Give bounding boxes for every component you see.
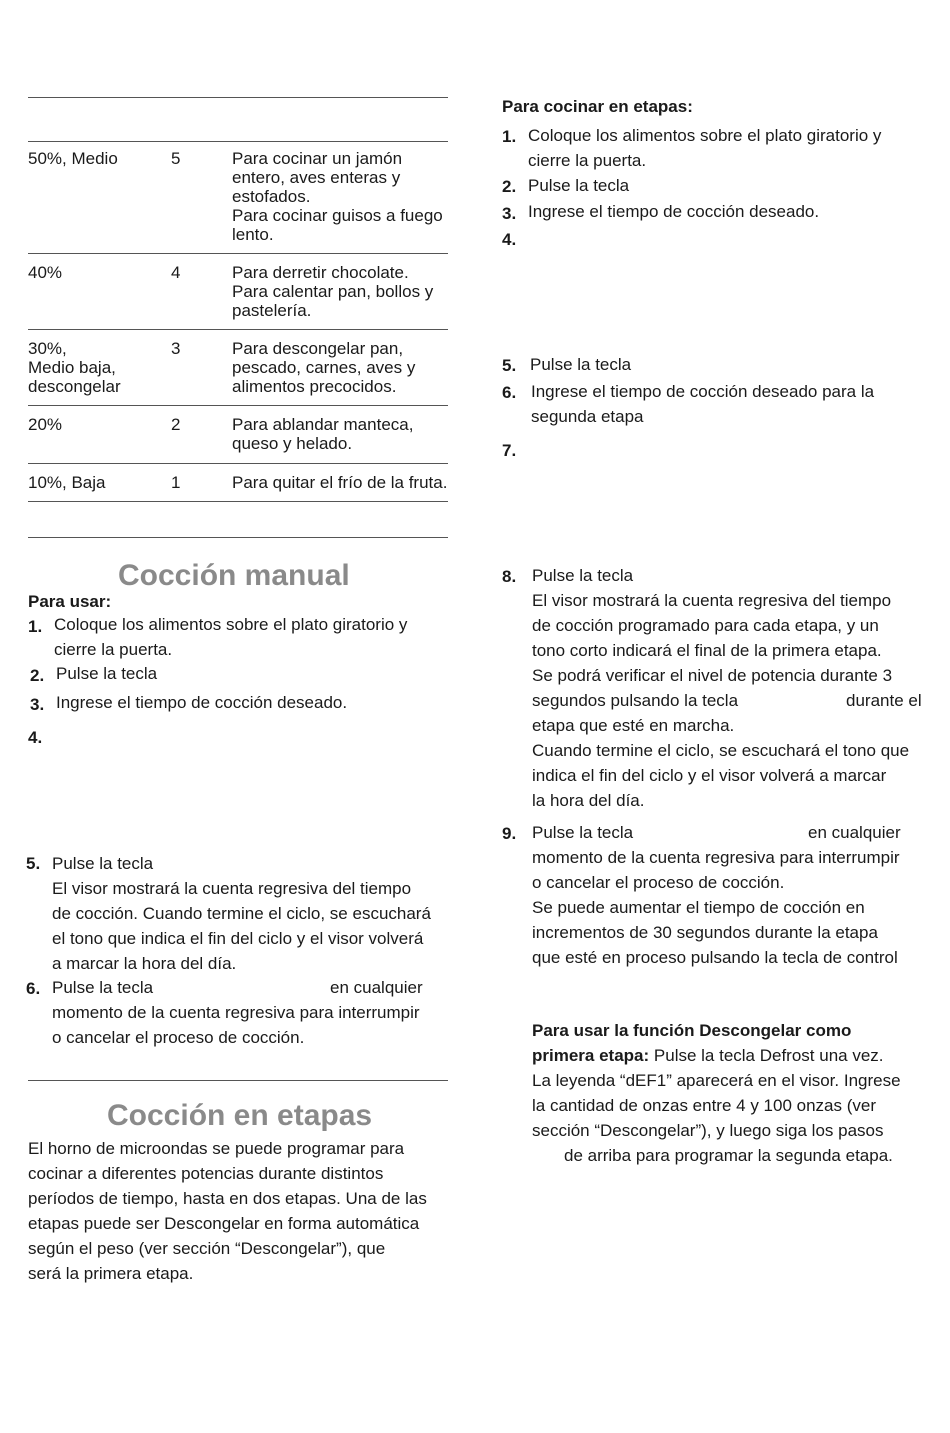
- table-divider: [28, 405, 448, 406]
- top-divider: [28, 97, 448, 98]
- step-text: Ingrese el tiempo de cocción deseado.: [528, 202, 820, 221]
- step-text: Ingrese el tiempo de cocción deseado.: [56, 693, 348, 712]
- section-divider: [28, 537, 448, 538]
- step-number: 7.: [502, 441, 517, 460]
- step-number: 1.: [28, 617, 43, 636]
- use-text: pescado, carnes, aves y: [232, 358, 416, 377]
- table-divider: [28, 329, 448, 330]
- power-label: 10%, Baja: [28, 473, 106, 492]
- step-text-right: durante el: [846, 691, 922, 710]
- power-label: 20%: [28, 415, 63, 434]
- step-text: Pulse la tecla: [528, 176, 630, 195]
- use-text: Para descongelar pan,: [232, 339, 404, 358]
- manual-subtitle: Para usar:: [28, 592, 112, 611]
- use-text: Para cocinar un jamón: [232, 149, 403, 168]
- step-number: 3.: [30, 695, 45, 714]
- step-text: Pulse la tecla El visor mostrará la cuenta regresiva del tiempo de cocción programado para cada etapa, y un tono corto indicará el final de la primera etapa. Se podrá verificar el nivel de potencia durante 3 segundos pulsando la tecla etapa que esté en marcha. Cuando termine el ciclo, se escuchará el tono que indica el fin del ciclo y el visor volverá a marcar la hora del día.: [532, 566, 910, 810]
- step-text-right: en cualquier: [808, 823, 901, 842]
- use-text: estofados.: [232, 187, 311, 206]
- section-title-stages: Cocción en etapas: [107, 1099, 373, 1132]
- step-text: Coloque los alimentos sobre el plato giratorio y cierre la puerta.: [528, 126, 882, 170]
- power-label: 30%,: [28, 339, 67, 358]
- step-text: Pulse la tecla momento de la cuenta regresiva para interrumpir o cancelar el proceso de cocción.: [52, 978, 420, 1047]
- step-text: Coloque los alimentos sobre el plato giratorio y cierre la puerta.: [54, 615, 408, 659]
- power-level: 3: [171, 339, 181, 358]
- step-text: Pulse la tecla: [56, 664, 158, 683]
- table-divider: [28, 463, 448, 464]
- use-text: pastelería.: [232, 301, 312, 320]
- stages-intro: El horno de microondas se puede programar para cocinar a diferentes potencias durante distintos períodos de tiempo, hasta en dos etapas. Una de las etapas puede ser Descongelar en forma automática según el peso (ver sección “Descongelar”), que será la primera etapa.: [28, 1139, 427, 1283]
- power-level: 4: [171, 263, 181, 282]
- use-text: lento.: [232, 225, 274, 244]
- step-number: 6.: [502, 383, 517, 402]
- power-level: 2: [171, 415, 181, 434]
- use-text: Para derretir chocolate.: [232, 263, 409, 282]
- step-number: 6.: [26, 979, 41, 998]
- use-text: Para ablandar manteca,: [232, 415, 414, 434]
- table-divider: [28, 253, 448, 254]
- table-header-divider: [28, 141, 448, 142]
- step-number: 9.: [502, 824, 517, 843]
- power-label: 40%: [28, 263, 63, 282]
- step-text-right: en cualquier: [330, 978, 423, 997]
- section-divider: [28, 1080, 448, 1081]
- use-text: Para calentar pan, bollos y: [232, 282, 434, 301]
- step-number: 1.: [502, 127, 517, 146]
- table-divider: [28, 501, 448, 502]
- power-label: 50%, Medio: [28, 149, 118, 168]
- step-number: 4.: [28, 728, 43, 747]
- use-text: queso y helado.: [232, 434, 353, 453]
- step-number: 2.: [30, 666, 45, 685]
- stages-subtitle: Para cocinar en etapas:: [502, 97, 693, 116]
- power-label: Medio baja,: [28, 358, 116, 377]
- step-number: 3.: [502, 204, 517, 223]
- power-label: descongelar: [28, 377, 121, 396]
- step-number: 5.: [26, 854, 41, 873]
- step-text: Pulse la tecla: [530, 355, 632, 374]
- use-text: Para quitar el frío de la fruta.: [232, 473, 448, 492]
- power-level: 5: [171, 149, 181, 168]
- use-text: entero, aves enteras y: [232, 168, 401, 187]
- step-number: 5.: [502, 356, 517, 375]
- step-number: 4.: [502, 230, 517, 249]
- defrost-note: Para usar la función Descongelar como primera etapa: Pulse la tecla Defrost una vez. La leyenda “dEF1” aparecerá en el visor. Ingrese la cantidad de onzas entre 4 y 100 onzas (ver sección “Descongelar”), y luego siga los pasos de arriba para programar la segunda etapa.: [532, 1021, 901, 1165]
- step-number: 8.: [502, 567, 517, 586]
- power-level: 1: [171, 473, 181, 492]
- use-text: Para cocinar guisos a fuego: [232, 206, 443, 225]
- step-text: Ingrese el tiempo de cocción deseado para la segunda etapa: [531, 382, 875, 426]
- section-title-manual: Cocción manual: [118, 559, 350, 592]
- step-text: Pulse la tecla momento de la cuenta regresiva para interrumpir o cancelar el proceso de cocción. Se puede aumentar el tiempo de cocción en incrementos de 30 segundos durante la etapa que esté en proceso pulsando la tecla de control: [532, 823, 900, 967]
- step-number: 2.: [502, 177, 517, 196]
- use-text: alimentos precocidos.: [232, 377, 397, 396]
- step-text: Pulse la tecla El visor mostrará la cuenta regresiva del tiempo de cocción. Cuando termine el ciclo, se escuchará el tono que indica el fin del ciclo y el visor volverá a marcar la hora del día.: [52, 854, 431, 973]
